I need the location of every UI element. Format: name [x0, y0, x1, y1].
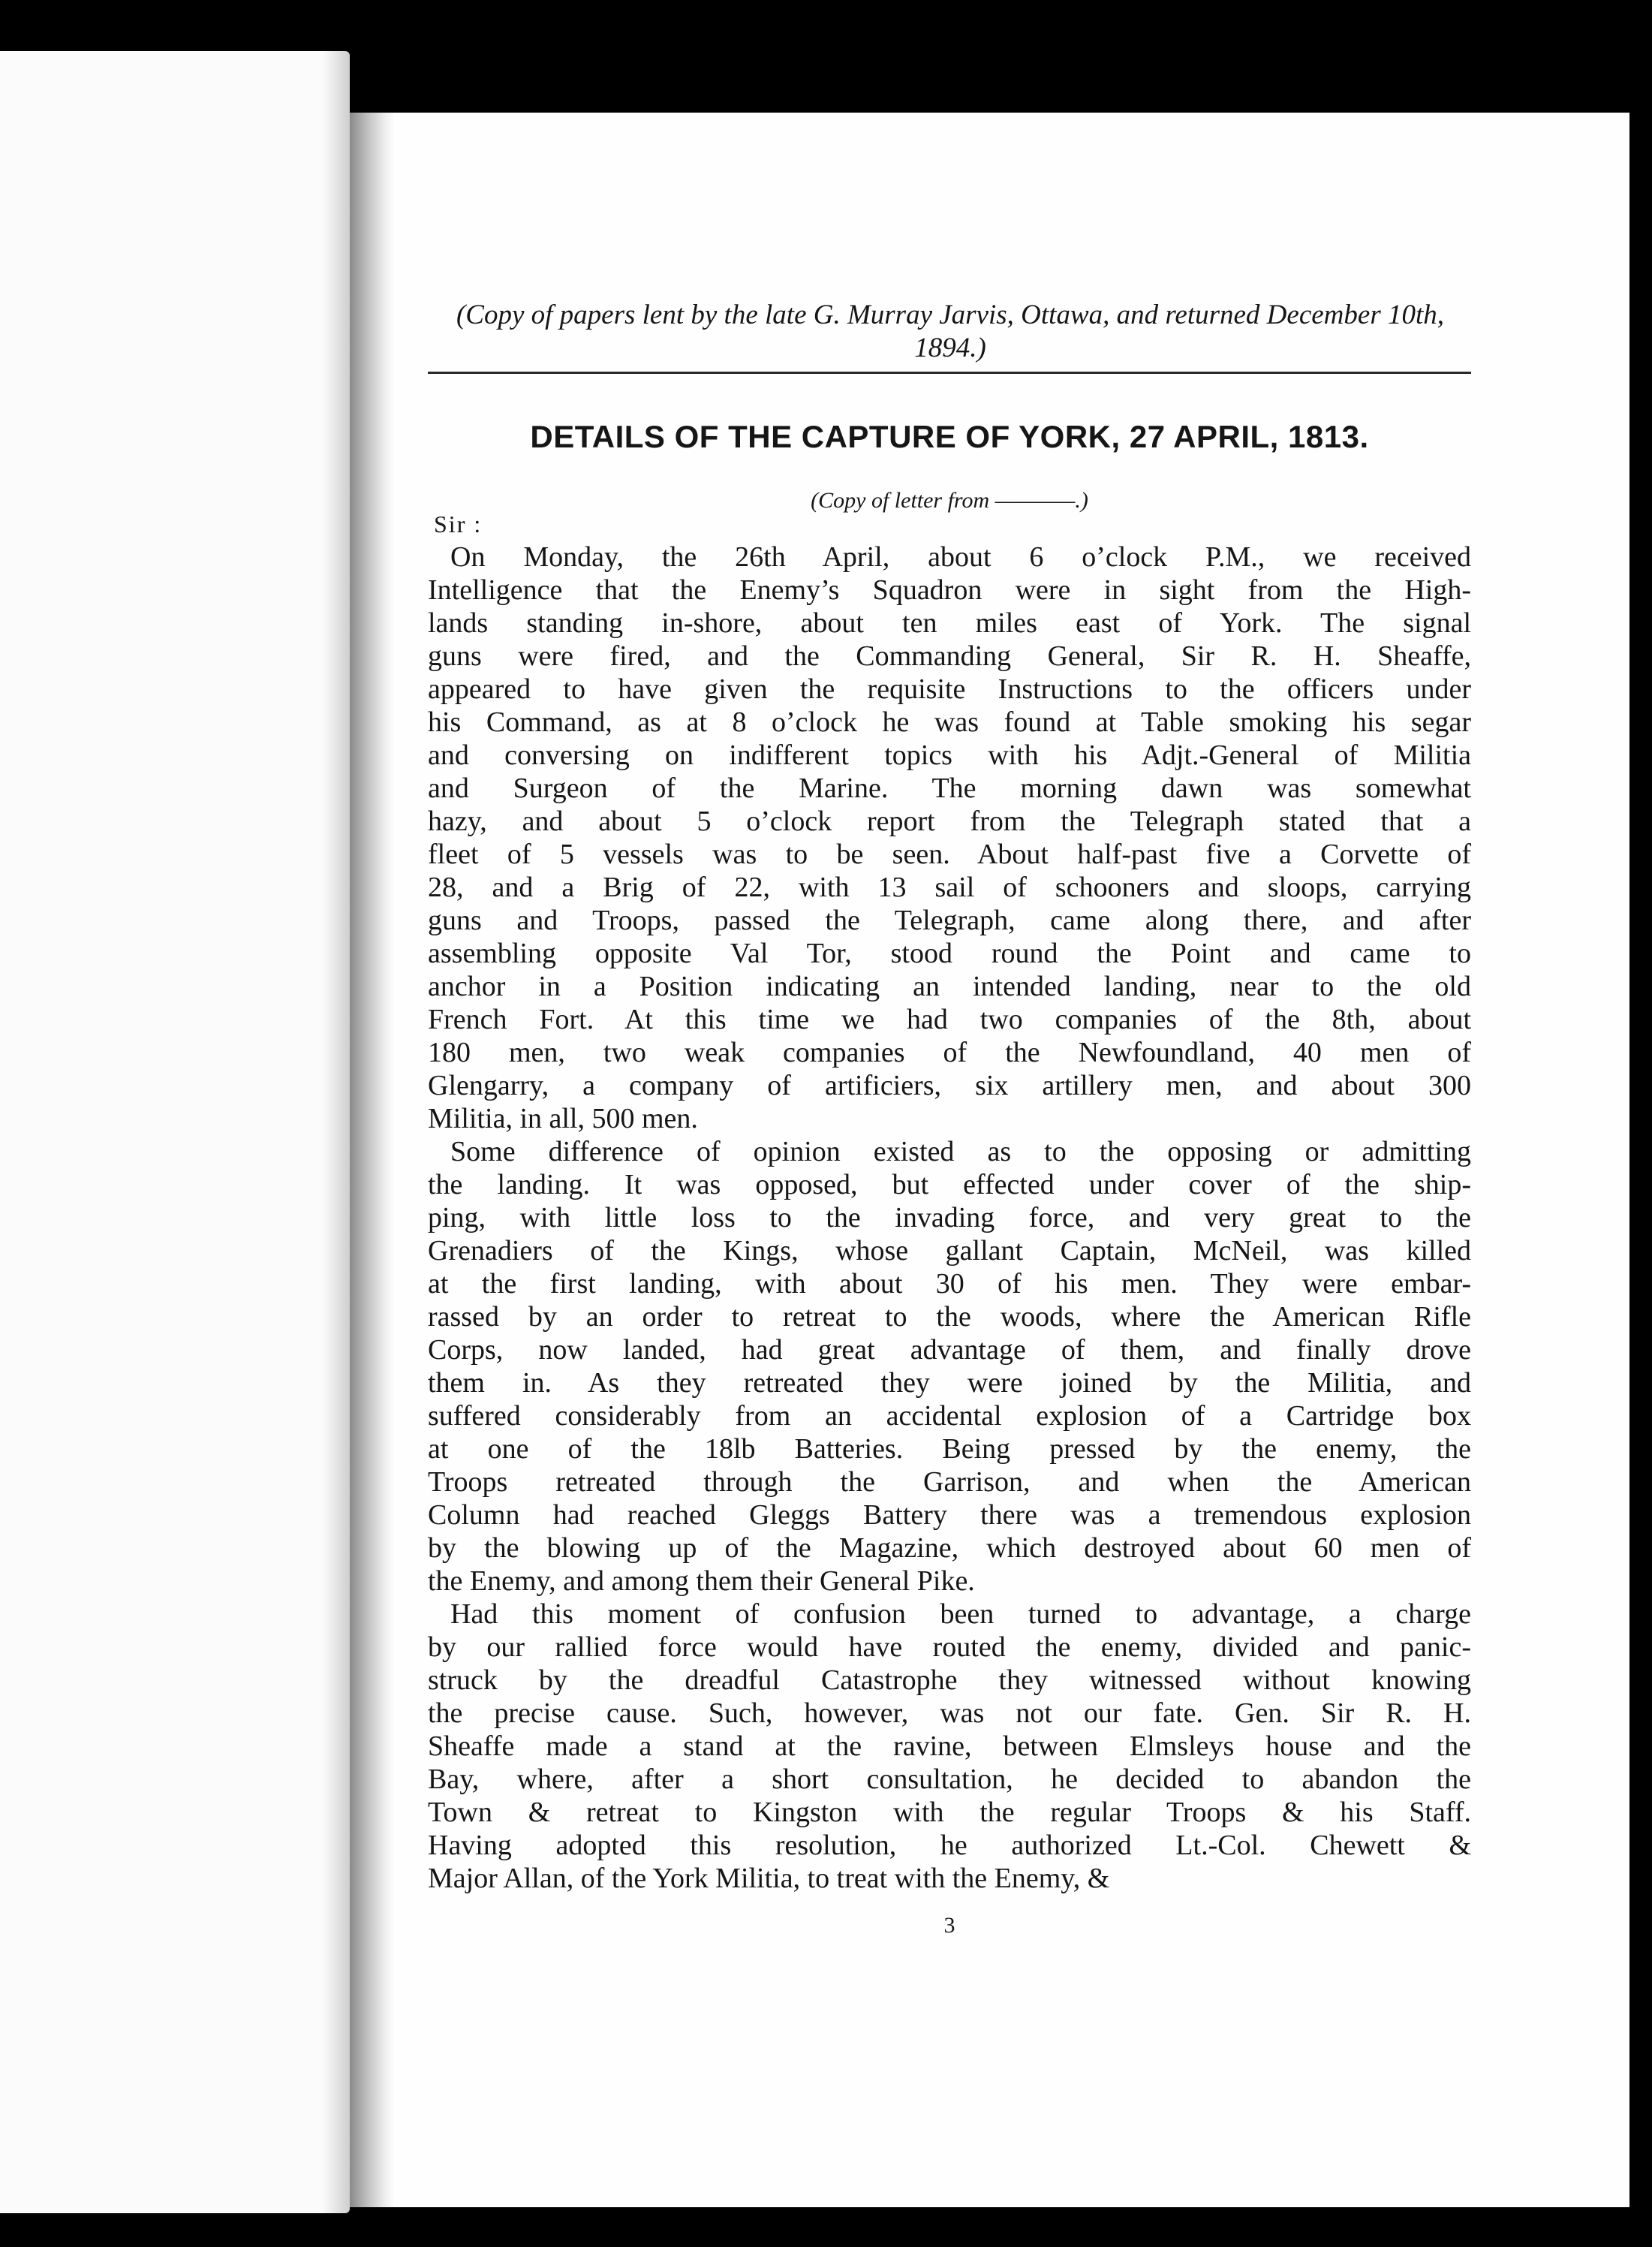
text-line: assembling opposite Val Tor, stood round the Point and came to: [428, 938, 1471, 969]
text-line: rassed by an order to retreat to the woods, where the American Rifle: [428, 1301, 1471, 1333]
text-line: fleet of 5 vessels was to be seen. About half-past five a Corvette of: [428, 839, 1471, 870]
text-line: Militia, in all, 500 men.: [428, 1103, 698, 1134]
text-line: Corps, now landed, had great advantage of them, and finally drove: [428, 1334, 1471, 1366]
copy-of-letter-note: (Copy of letter from ————.): [811, 488, 1088, 513]
text-line: guns were fired, and the Commanding General, Sir R. H. Sheaffe,: [428, 640, 1471, 672]
text-line: lands standing in-shore, about ten miles east of York. The signal: [428, 607, 1471, 639]
header-rule: [428, 372, 1471, 374]
left-blank-page: [0, 51, 350, 2213]
text-line: Town & retreat to Kingston with the regular Troops & his Staff.: [428, 1797, 1471, 1828]
left-page-edge-shadow: [323, 51, 350, 2213]
text-line: On Monday, the 26th April, about 6 o’clock P.M., we received: [450, 541, 1471, 573]
text-line: by the blowing up of the Magazine, which destroyed about 60 men of: [428, 1532, 1471, 1564]
page-title: DETAILS OF THE CAPTURE OF YORK, 27 APRIL, 1813.: [530, 419, 1369, 454]
provenance-note: (Copy of papers lent by the late G. Murray Jarvis, Ottawa, and returned December 10th, 1894.): [456, 300, 1444, 363]
text-line: Bay, where, after a short consultation, he decided to abandon the: [428, 1764, 1471, 1795]
book-gutter: [350, 113, 395, 2207]
text-line: Grenadiers of the Kings, whose gallant Captain, McNeil, was killed: [428, 1235, 1471, 1267]
paragraph: [428, 541, 1471, 1135]
text-line: 28, and a Brig of 22, with 13 sail of schooners and sloops, carrying: [428, 872, 1471, 903]
text-line: Having adopted this resolution, he authorized Lt.-Col. Chewett &: [428, 1830, 1471, 1861]
text-line: at the first landing, with about 30 of his men. They were embar-: [428, 1268, 1471, 1300]
text-line: hazy, and about 5 o’clock report from the Telegraph stated that a: [428, 806, 1471, 837]
text-line: and conversing on indifferent topics with his Adjt.-General of Militia: [428, 739, 1471, 771]
text-line: Some difference of opinion existed as to the opposing or admitting: [450, 1136, 1471, 1167]
salutation: Sir :: [434, 511, 483, 538]
text-line: French Fort. At this time we had two companies of the 8th, about: [428, 1004, 1471, 1035]
text-line: suffered considerably from an accidental explosion of a Cartridge box: [428, 1400, 1471, 1432]
text-line: at one of the 18lb Batteries. Being pressed by the enemy, the: [428, 1433, 1471, 1465]
text-line: 180 men, two weak companies of the Newfoundland, 40 men of: [428, 1037, 1471, 1068]
text-line: struck by the dreadful Catastrophe they witnessed without knowing: [428, 1664, 1471, 1696]
text-line: Major Allan, of the York Militia, to treat with the Enemy, &: [428, 1863, 1110, 1894]
text-line: anchor in a Position indicating an intended landing, near to the old: [428, 971, 1471, 1002]
text-line: his Command, as at 8 o’clock he was found at Table smoking his segar: [428, 706, 1471, 738]
paragraph: [428, 1598, 1471, 1895]
letter-body: [428, 541, 1471, 1895]
text-line: Intelligence that the Enemy’s Squadron were in sight from the High-: [428, 574, 1471, 606]
text-line: and Surgeon of the Marine. The morning dawn was somewhat: [428, 773, 1471, 804]
text-line: them in. As they retreated they were joined by the Militia, and: [428, 1367, 1471, 1399]
text-line: the precise cause. Such, however, was not our fate. Gen. Sir R. H.: [428, 1697, 1471, 1729]
text-line: Had this moment of confusion been turned to advantage, a charge: [450, 1598, 1471, 1630]
text-line: Column had reached Gleggs Battery there was a tremendous explosion: [428, 1499, 1471, 1531]
text-line: the Enemy, and among them their General Pike.: [428, 1565, 975, 1597]
text-line: by our rallied force would have routed the enemy, divided and panic-: [428, 1631, 1471, 1663]
text-line: the landing. It was opposed, but effected under cover of the ship-: [428, 1169, 1471, 1200]
text-line: ping, with little loss to the invading force, and very great to the: [428, 1202, 1471, 1233]
text-line: Glengarry, a company of artificiers, six artillery men, and about 300: [428, 1070, 1471, 1101]
text-line: Troops retreated through the Garrison, and when the American: [428, 1466, 1471, 1498]
paragraph: [428, 1135, 1471, 1598]
page-number: 3: [943, 1913, 955, 1938]
text-line: appeared to have given the requisite Instructions to the officers under: [428, 673, 1471, 705]
right-page: [350, 113, 1629, 2207]
text-line: Sheaffe made a stand at the ravine, between Elmsleys house and the: [428, 1730, 1471, 1762]
text-line: guns and Troops, passed the Telegraph, came along there, and after: [428, 905, 1471, 936]
